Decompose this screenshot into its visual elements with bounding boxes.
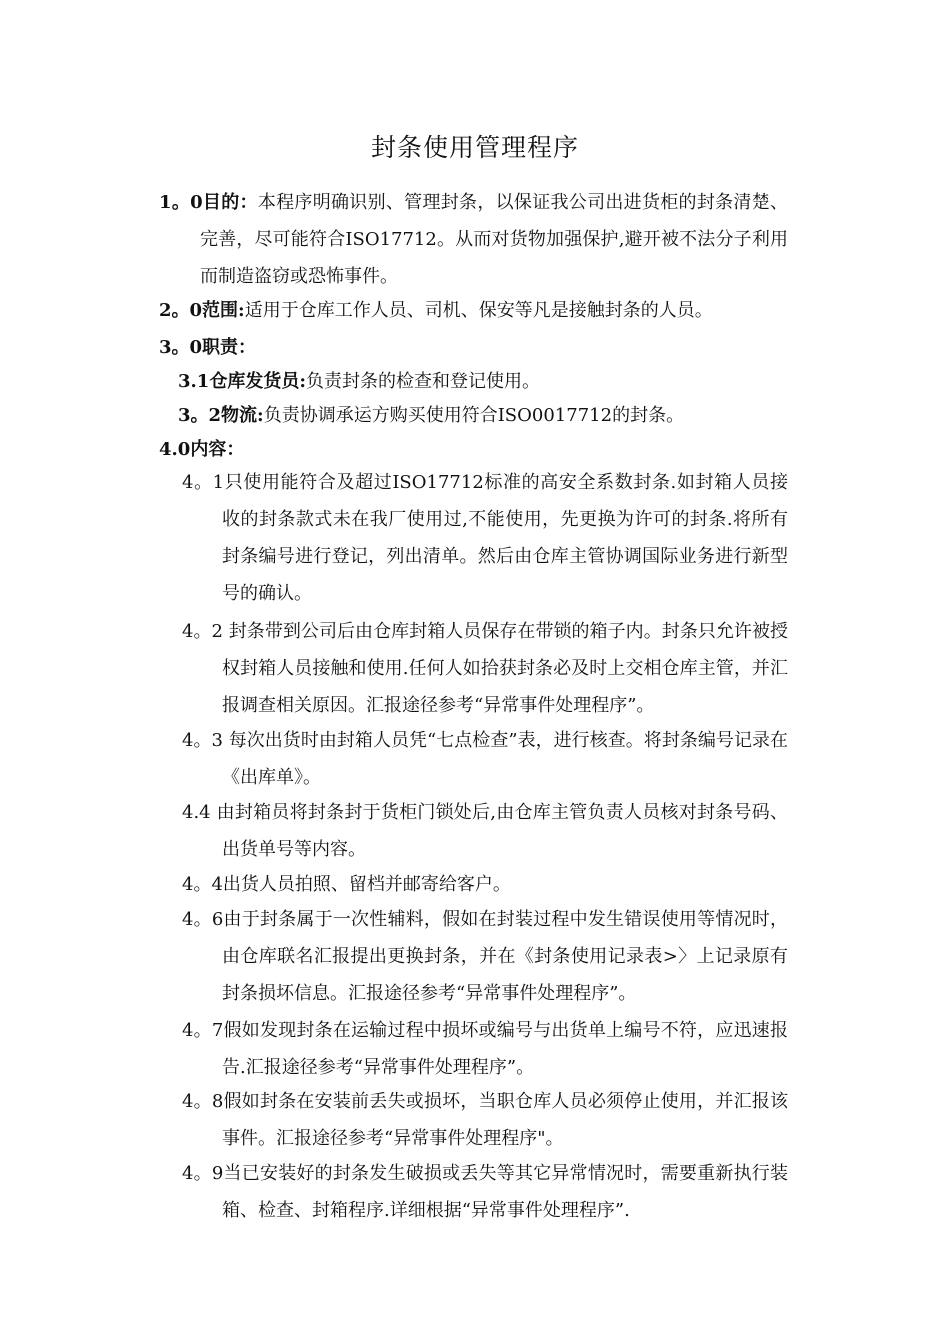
content-item-4-8: 4。8假如封条在安装前丢失或损坏，当职仓库人员必须停止使用，并汇报该事件。汇报途径参考“异常事件处理程序"。 bbox=[182, 1091, 788, 1149]
responsibility-item-warehouse bbox=[178, 363, 788, 400]
section-content-label: 4.0内容： bbox=[159, 439, 245, 460]
responsibility-item-logistics-label: 3。2物流: bbox=[178, 405, 264, 426]
section-purpose-text: 本程序明确识别、管理封条，以保证我公司出进货柜的封条清楚、完善，尽可能符合ISO17712。从而对货物加强保护,避开被不法分子利用而制造盗窃或恐怖事件。 bbox=[200, 192, 788, 287]
page-title: 封条使用管理程序 bbox=[370, 133, 579, 162]
content-item-4-3: 4。3 每次出货时由封箱人员凭“七点检查”表，进行核查。将封条编号记录在《出库单》。 bbox=[182, 730, 788, 788]
section-purpose bbox=[159, 184, 788, 295]
content-item-4-2: 4。2 封条带到公司后由仓库封箱人员保存在带锁的箱子内。封条只允许被授权封箱人员接触和使用.任何人如拾获封条必及时上交相仓库主管，并汇报调查相关原因。汇报途径参考“异常事件处理程序”。 bbox=[182, 621, 788, 716]
section-scope bbox=[159, 292, 788, 329]
content-item-4-4b: 4。4出货人员拍照、留档并邮寄给客户。 bbox=[182, 874, 511, 895]
responsibility-item-logistics-text: 负责协调承运方购买使用符合ISO0017712的封条。 bbox=[263, 405, 685, 426]
section-content bbox=[159, 431, 788, 468]
responsibility-item-logistics bbox=[178, 397, 788, 434]
section-responsibility-label: 3。0职责： bbox=[159, 337, 257, 358]
content-item-4-6: 4。6由于封条属于一次性辅料，假如在封装过程中发生错误使用等情况时，由仓库联名汇报提出更换封条，并在《封条使用记录表>〉上记录原有封条损坏信息。汇报途径参考“异常事件处理程序”。 bbox=[182, 909, 788, 1004]
content-item-4-9: 4。9当已安装好的封条发生破损或丢失等其它异常情况时，需要重新执行装箱、检查、封箱程序.详细根据“异常事件处理程序”. bbox=[182, 1163, 788, 1221]
responsibility-item-warehouse-label: 3.1仓库发货员: bbox=[178, 371, 306, 392]
responsibility-item-warehouse-text: 负责封条的检查和登记使用。 bbox=[305, 371, 540, 392]
section-responsibility bbox=[159, 329, 788, 366]
content-item-4-4: 4.4 由封箱员将封条封于货柜门锁处后,由仓库主管负责人员核对封条号码、出货单号等内容。 bbox=[182, 802, 788, 860]
content-item-4-7: 4。7假如发现封条在运输过程中损坏或编号与出货单上编号不符，应迅速报告.汇报途径参考“异常事件处理程序”。 bbox=[182, 1020, 788, 1078]
section-purpose-label: 1。0目的： bbox=[159, 192, 258, 213]
section-scope-text: 适用于仓库工作人员、司机、保安等凡是接触封条的人员。 bbox=[244, 300, 713, 321]
section-scope-label: 2。0范围: bbox=[159, 300, 245, 321]
content-item-4-1: 4。1只使用能符合及超过ISO17712标准的高安全系数封条.如封箱人员接收的封条款式未在我厂使用过,不能使用，先更换为许可的封条.将所有封条编号进行登记，列出清单。然后由仓库主管协调国际业务进行新型号的确认。 bbox=[182, 472, 788, 604]
